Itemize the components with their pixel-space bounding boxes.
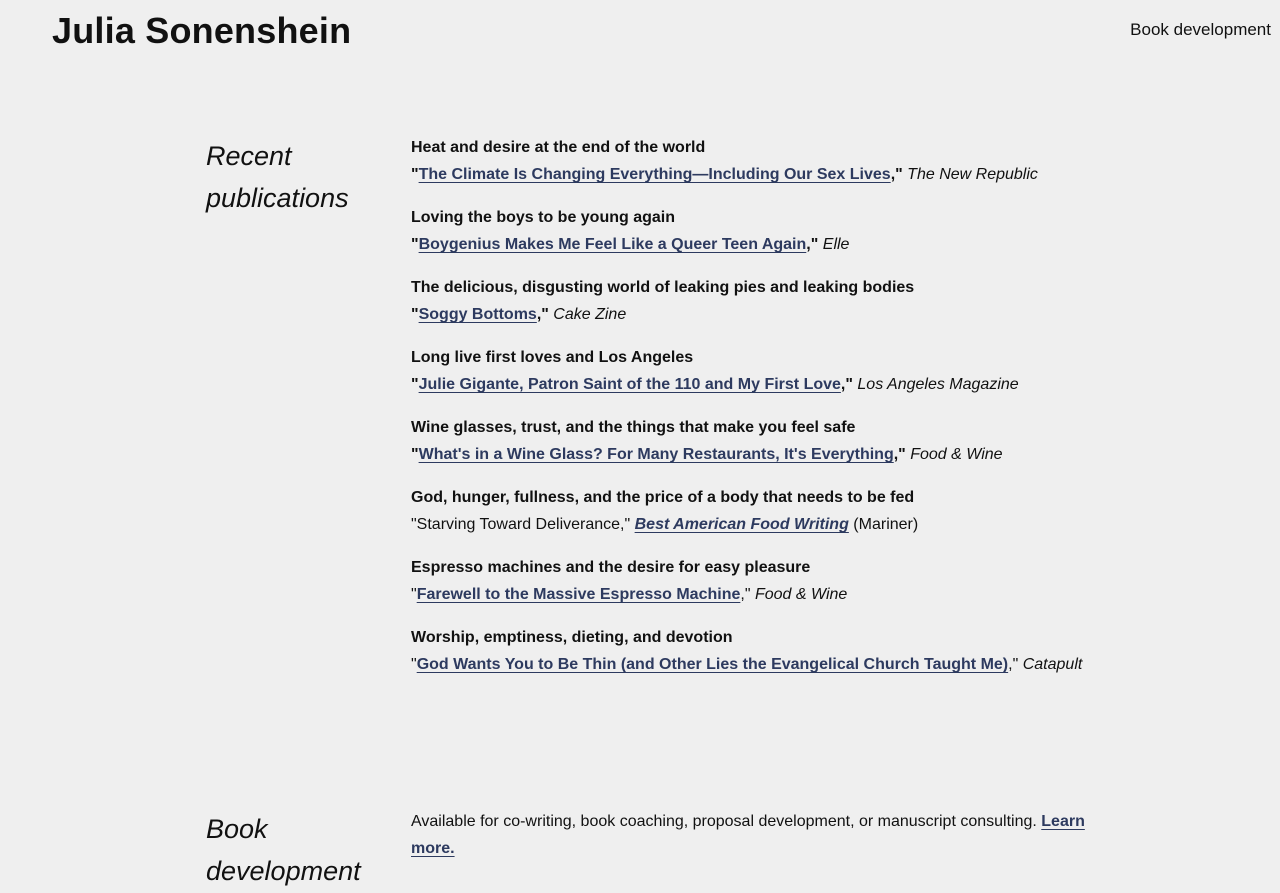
publication-citation (411, 513, 1111, 537)
publication-outlet: Los Angeles Magazine (857, 376, 1019, 393)
publication-item (411, 416, 1111, 486)
quote-open: " (411, 586, 417, 603)
book-development-text: Available for co-writing, book coaching, proposal development, or manuscript consulting. (411, 813, 1042, 830)
citation-prefix: "Starving Toward Deliverance," (411, 516, 635, 533)
heading-line: publications (206, 183, 349, 213)
quote-open: " (411, 236, 419, 253)
site-title[interactable]: Julia Sonenshein (52, 10, 352, 51)
publication-outlet: Food & Wine (754, 586, 848, 603)
publications-list (411, 136, 1111, 696)
book-development-heading (206, 808, 376, 892)
quote-close: ," (1008, 656, 1023, 673)
quote-open: " (411, 446, 419, 463)
publication-outlet: Food & Wine (910, 446, 1003, 463)
publication-citation (411, 163, 1111, 187)
publication-citation (411, 303, 1111, 327)
quote-open: " (411, 656, 417, 673)
publication-link[interactable]: God Wants You to Be Thin (and Other Lies the Evangelical Church Taught Me) (416, 656, 1009, 673)
publication-item (411, 486, 1111, 556)
book-development-description (411, 808, 1101, 862)
publication-tagline: Heat and desire at the end of the world (411, 139, 706, 156)
citation-suffix: (Mariner) (848, 516, 919, 533)
publication-outlet: The New Republic (907, 166, 1038, 183)
publication-item (411, 206, 1111, 276)
quote-close: ," (740, 586, 755, 603)
publication-tagline: Espresso machines and the desire for easy pleasure (411, 559, 811, 576)
publication-citation (411, 373, 1111, 397)
publication-link[interactable]: Farewell to the Massive Espresso Machine (416, 586, 741, 603)
quote-open: " (411, 376, 419, 393)
publication-link[interactable]: Boygenius Makes Me Feel Like a Queer Teen Again (418, 236, 807, 253)
publication-link[interactable]: The Climate Is Changing Everything—Including Our Sex Lives (418, 166, 891, 183)
publication-citation (411, 443, 1111, 467)
book-title-link[interactable]: Best American Food Writing (634, 516, 849, 533)
publication-item (411, 136, 1111, 206)
publication-tagline: Long live first loves and Los Angeles (411, 349, 694, 366)
nav-book-development-link[interactable]: Book development (1130, 20, 1271, 39)
quote-close: ," (536, 306, 554, 323)
learn-more-link[interactable]: Learn more. (411, 813, 1085, 857)
publication-item (411, 556, 1111, 626)
publication-outlet: Elle (822, 236, 850, 253)
publication-tagline: The delicious, disgusting world of leaking pies and leaking bodies (411, 279, 915, 296)
publication-citation (411, 653, 1111, 677)
publication-outlet: Catapult (1022, 656, 1083, 673)
publication-citation (411, 233, 1111, 257)
quote-close: ," (840, 376, 858, 393)
quote-open: " (411, 166, 419, 183)
publication-tagline: Wine glasses, trust, and the things that make you feel safe (411, 419, 856, 436)
publication-link[interactable]: What's in a Wine Glass? For Many Restaurants, It's Everything (418, 446, 894, 463)
publication-tagline: Worship, emptiness, dieting, and devotion (411, 629, 733, 646)
publication-tagline: God, hunger, fullness, and the price of a body that needs to be fed (411, 489, 915, 506)
publication-item (411, 276, 1111, 346)
heading-line: development (206, 856, 361, 886)
heading-line: Book (206, 814, 268, 844)
publication-item (411, 346, 1111, 416)
heading-line: Recent (206, 141, 292, 171)
publication-outlet: Cake Zine (553, 306, 627, 323)
publication-citation (411, 583, 1111, 607)
quote-close: ," (890, 166, 908, 183)
publication-tagline: Loving the boys to be young again (411, 209, 676, 226)
quote-close: ," (806, 236, 823, 253)
quote-close: ," (893, 446, 911, 463)
publication-link[interactable]: Soggy Bottoms (418, 306, 537, 323)
quote-open: " (411, 306, 419, 323)
publication-item (411, 626, 1111, 696)
recent-publications-heading (206, 135, 376, 219)
publication-link[interactable]: Julie Gigante, Patron Saint of the 110 and My First Love (418, 376, 841, 393)
